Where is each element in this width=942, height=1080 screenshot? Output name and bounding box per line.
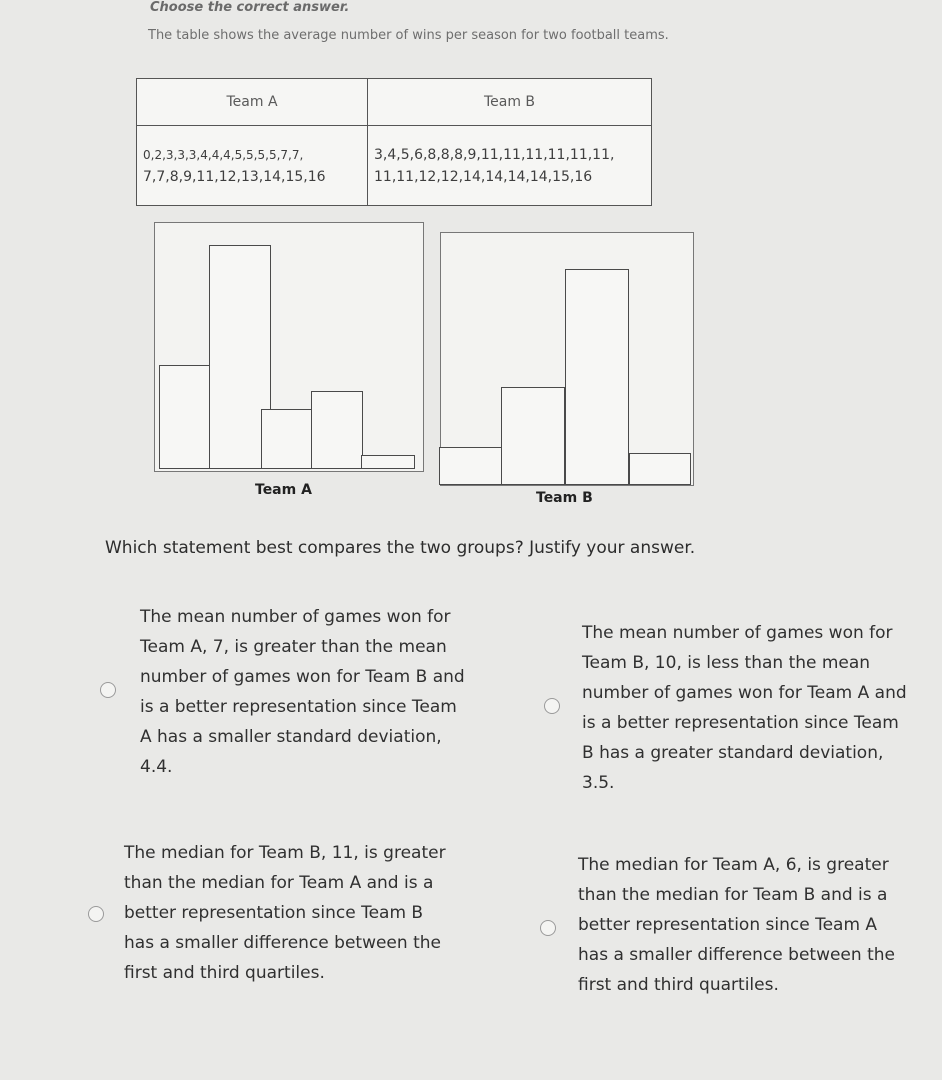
- histogram-bar: [565, 269, 629, 485]
- option-4-text[interactable]: The median for Team A, 6, is greater than the median for Team B and is a better representation since Team A has a smaller difference between the first and third quartiles.: [578, 855, 895, 995]
- histogram-bar: [311, 391, 363, 469]
- histogram-bar: [159, 365, 211, 469]
- instruction-text: Choose the correct answer.: [150, 0, 350, 15]
- answer-option-3[interactable]: [88, 906, 104, 922]
- team-b-values-line1: 3,4,5,6,8,8,8,9,11,11,11,11,11,11,: [374, 146, 615, 163]
- histogram-bar: [361, 455, 415, 469]
- radio-button-option-1[interactable]: [100, 682, 116, 698]
- radio-button-option-4[interactable]: [540, 920, 556, 936]
- histogram-bar: [629, 453, 691, 485]
- answer-option-1[interactable]: [100, 682, 116, 698]
- option-3-text[interactable]: The median for Team B, 11, is greater than the median for Team A and is a better representation since Team B has a smaller difference between the first and third quartiles.: [124, 843, 446, 983]
- question-prompt: Which statement best compares the two groups? Justify your answer.: [105, 538, 696, 558]
- table-header-team-b: Team B: [368, 79, 652, 126]
- team-b-values-line2: 11,11,12,12,14,14,14,14,15,16: [374, 168, 593, 185]
- intro-text: The table shows the average number of wins per season for two football teams.: [148, 28, 669, 43]
- option-2-text[interactable]: The mean number of games won for Team B, 10, is less than the mean number of games won for Team A and is a better representation since Team B has a greater standard deviation, 3.5.: [582, 623, 907, 793]
- team-a-values-cell: [137, 126, 368, 206]
- team-a-chart-label: Team A: [255, 482, 312, 498]
- team-b-values-cell: [368, 126, 652, 206]
- radio-button-option-2[interactable]: [544, 698, 560, 714]
- wins-table: [136, 78, 652, 206]
- histogram-bar: [439, 447, 503, 485]
- option-1-text[interactable]: The mean number of games won for Team A, 7, is greater than the mean number of games won for Team B and is a better representation since Team A has a smaller standard deviation, 4.4.: [140, 607, 465, 777]
- radio-button-option-3[interactable]: [88, 906, 104, 922]
- answer-option-4[interactable]: [540, 920, 556, 936]
- team-a-values-line2: 7,7,8,9,11,12,13,14,15,16: [143, 168, 326, 185]
- team-b-chart-label: Team B: [536, 490, 593, 506]
- answer-option-2[interactable]: [544, 698, 560, 714]
- histogram-bar: [261, 409, 315, 469]
- histogram-bar: [501, 387, 565, 485]
- team-b-histogram: [440, 232, 694, 486]
- table-header-team-a: Team A: [137, 79, 368, 126]
- team-a-values-line1: 0,2,3,3,3,4,4,4,5,5,5,5,7,7,: [143, 147, 304, 162]
- team-a-histogram: [154, 222, 424, 472]
